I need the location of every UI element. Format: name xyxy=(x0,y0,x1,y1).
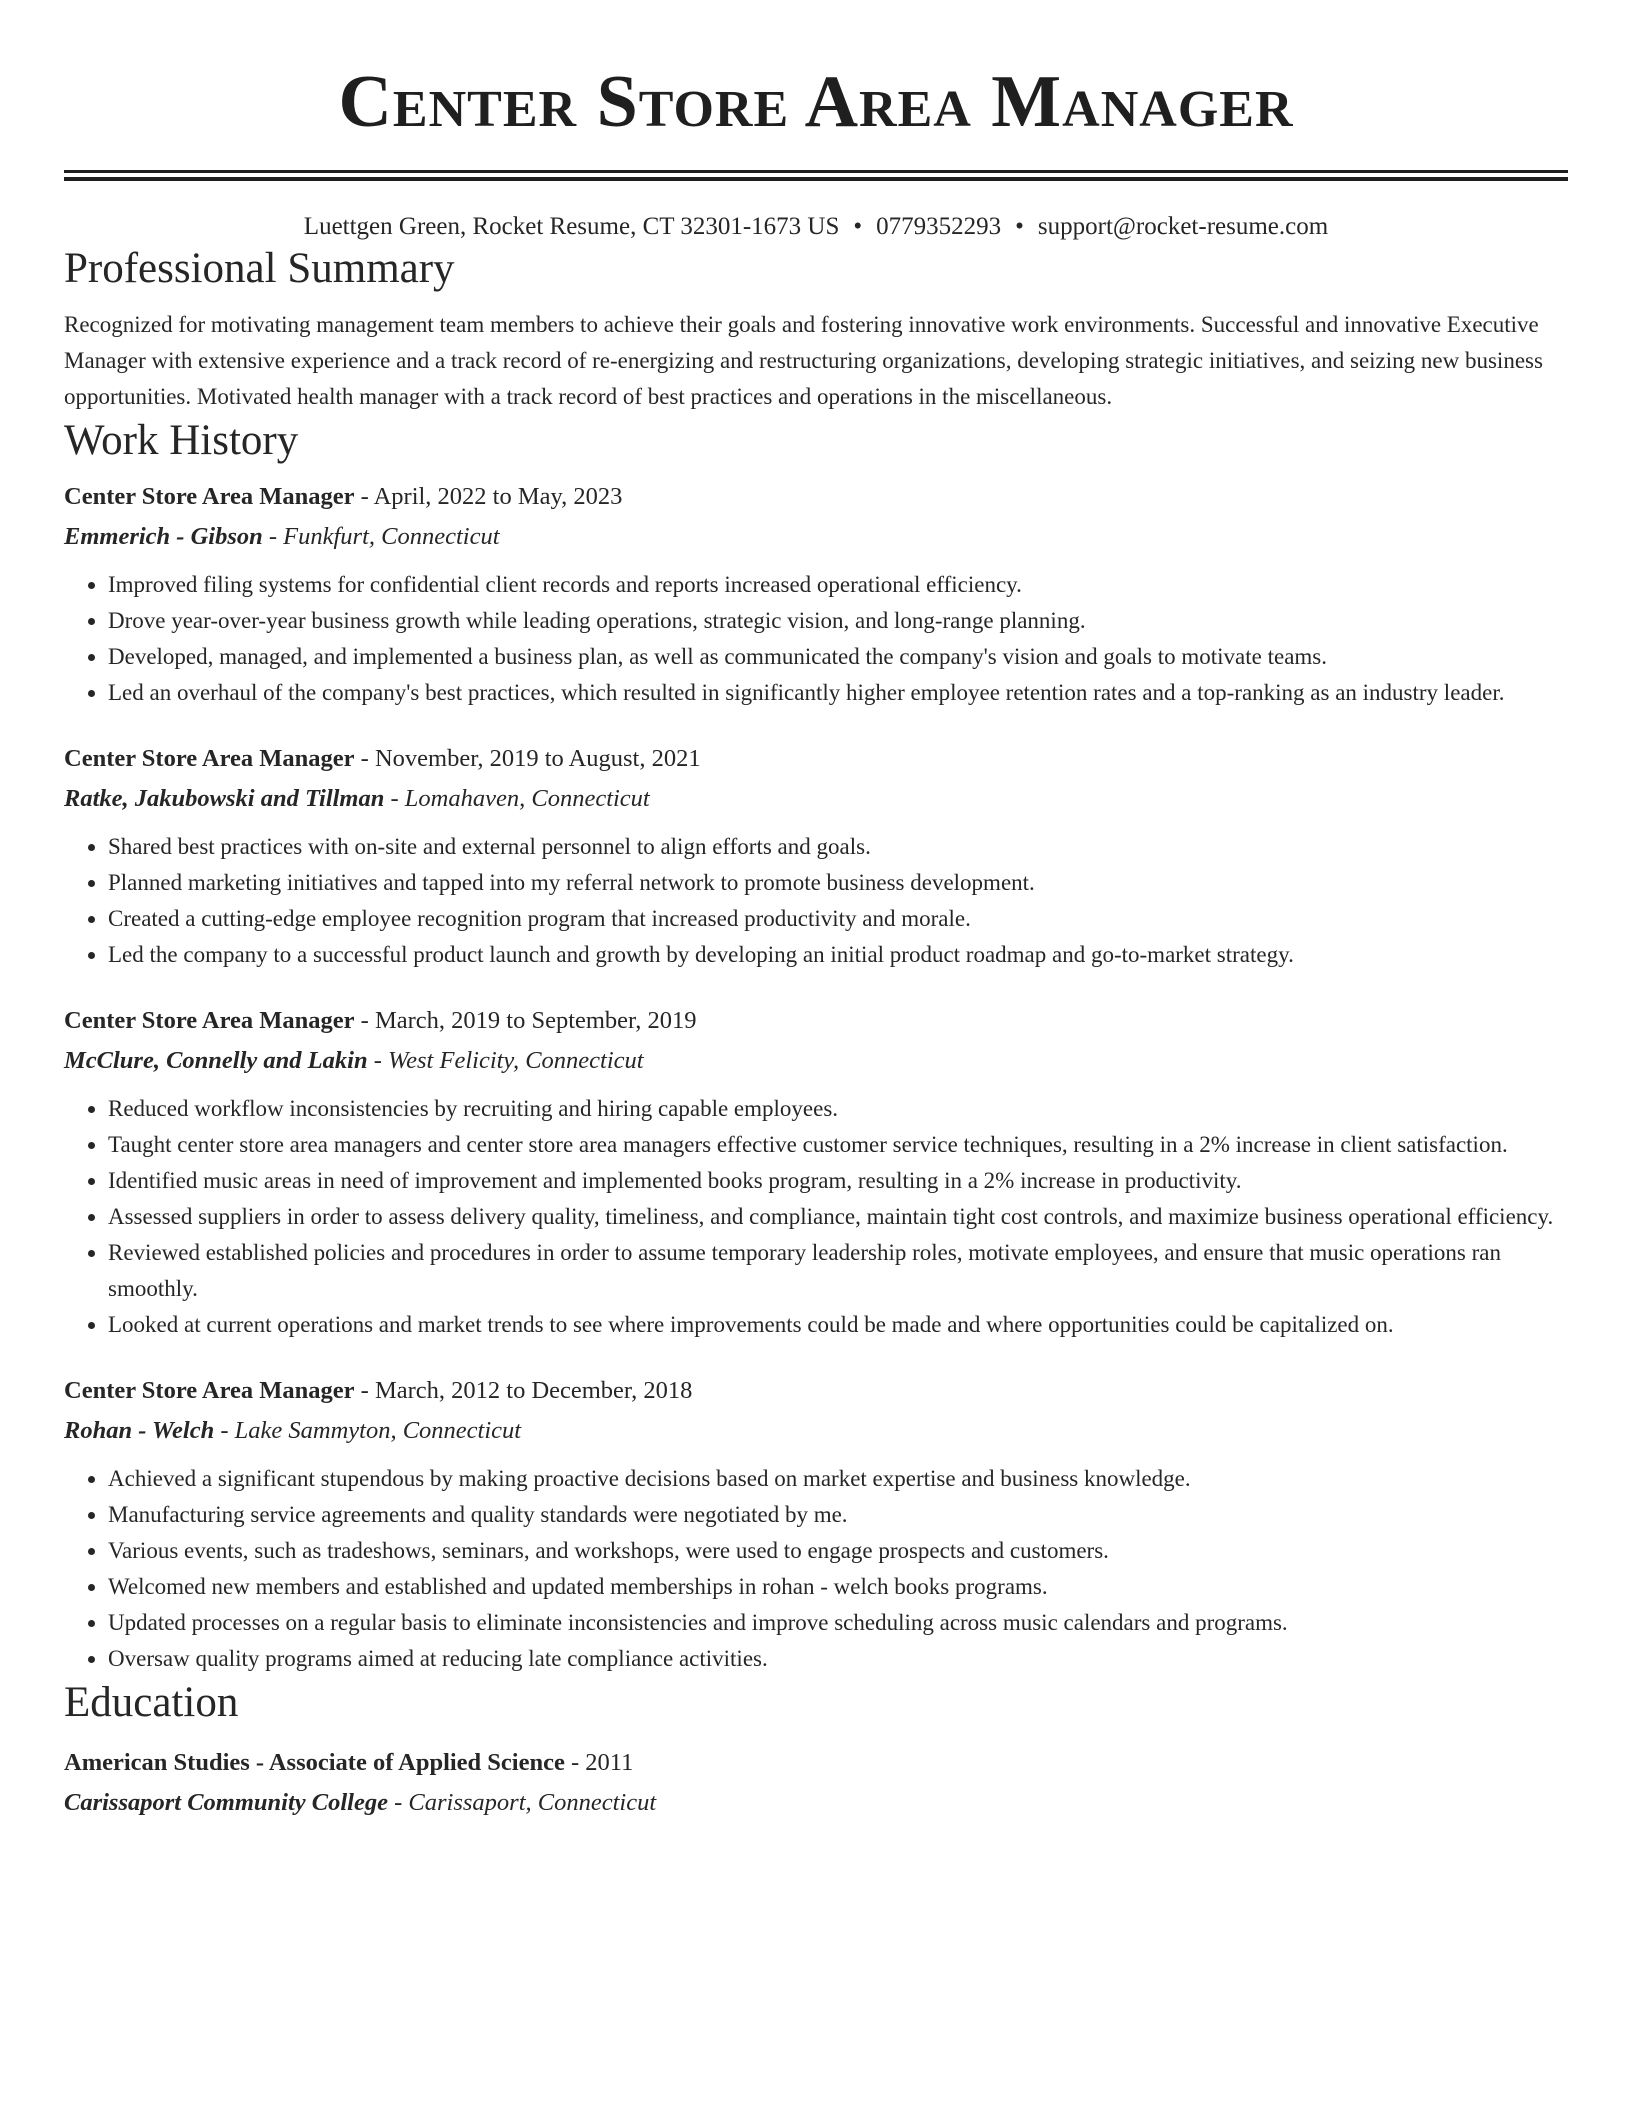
contact-separator: • xyxy=(853,213,863,240)
job-bullet: • Improved filing systems for confidential client records and reports increased operational efficiency. xyxy=(108,567,1568,603)
job-bullet: • Achieved a significant stupendous by making proactive decisions based on market expertise and business knowledge. xyxy=(108,1461,1568,1497)
job-bullet: • Drove year-over-year business growth while leading operations, strategic vision, and long-range planning. xyxy=(108,603,1568,639)
education-location: - Carissaport, Connecticut xyxy=(388,1789,657,1816)
job-location: - Lake Sammyton, Connecticut xyxy=(214,1417,522,1444)
job-bullet: • Led the company to a successful product launch and growth by developing an initial product roadmap and go-to-market strategy. xyxy=(108,937,1568,973)
job-bullets xyxy=(64,567,1568,711)
job-bullet: • Looked at current operations and market trends to see where improvements could be made and where opportunities could be capitalized on. xyxy=(108,1307,1568,1343)
contact-line xyxy=(64,211,1568,243)
job-bullet: • Shared best practices with on-site and external personnel to align efforts and goals. xyxy=(108,829,1568,865)
job-title: Center Store Area Manager xyxy=(64,745,355,772)
job-bullets xyxy=(64,1461,1568,1677)
job-company-line xyxy=(64,779,1568,819)
job-bullet: • Various events, such as tradeshows, seminars, and workshops, were used to engage prospects and customers. xyxy=(108,1533,1568,1569)
summary-heading: Professional Summary xyxy=(64,245,455,292)
education-year: - 2011 xyxy=(564,1749,634,1776)
job-bullet: • Oversaw quality programs aimed at reducing late compliance activities. xyxy=(108,1641,1568,1677)
job-location: - West Felicity, Connecticut xyxy=(367,1047,644,1074)
job-entry xyxy=(64,739,1568,973)
education-entry xyxy=(64,1743,1568,1823)
job-location: - Lomahaven, Connecticut xyxy=(384,785,650,812)
job-bullet: • Updated processes on a regular basis to eliminate inconsistencies and improve scheduling across music calendars and programs. xyxy=(108,1605,1568,1641)
job-entry xyxy=(64,1001,1568,1343)
job-bullet: • Reviewed established policies and procedures in order to assume temporary leadership roles, motivate employees, and ensure that music operations ran smoothly. xyxy=(108,1235,1568,1307)
education-degree: American Studies - Associate of Applied Science xyxy=(64,1749,565,1776)
job-bullet: • Identified music areas in need of improvement and implemented books program, resulting in a 2% increase in productivity. xyxy=(108,1163,1568,1199)
contact-address: Luettgen Green, Rocket Resume, CT 32301-1673 US xyxy=(303,213,840,240)
job-bullet: • Welcomed new members and established and updated memberships in rohan - welch books programs. xyxy=(108,1569,1568,1605)
job-company: Ratke, Jakubowski and Tillman xyxy=(64,785,385,812)
job-bullet: • Planned marketing initiatives and tapped into my referral network to promote business development. xyxy=(108,865,1568,901)
contact-phone: 0779352293 xyxy=(876,213,1002,240)
job-location: - Funkfurt, Connecticut xyxy=(262,523,500,550)
job-company-line xyxy=(64,517,1568,557)
job-bullets xyxy=(64,829,1568,973)
job-entry xyxy=(64,477,1568,711)
job-company-line xyxy=(64,1411,1568,1451)
job-dates: - November, 2019 to August, 2021 xyxy=(354,745,701,772)
job-bullet: • Manufacturing service agreements and quality standards were negotiated by me. xyxy=(108,1497,1568,1533)
resume-page xyxy=(64,0,1568,1823)
education-school: Carissaport Community College xyxy=(64,1789,388,1816)
job-company: Emmerich - Gibson xyxy=(64,523,263,550)
contact-separator: • xyxy=(1015,213,1024,240)
job-dates: - March, 2019 to September, 2019 xyxy=(354,1007,697,1034)
summary-text: Recognized for motivating management team members to achieve their goals and fostering innovative work environments. Successful and innovative Executive Manager with extensive experience and a track record of re-energizing and restructuring organizations, developing strategic initiatives, and seizing new business opportunities. Motivated health manager with a track record of best practices and operations in the miscellaneous. xyxy=(64,312,1543,409)
job-entry xyxy=(64,1371,1568,1677)
job-title: Center Store Area Manager xyxy=(64,1377,355,1404)
job-title-line xyxy=(64,477,1568,517)
job-title-line xyxy=(64,1001,1568,1041)
job-title: Center Store Area Manager xyxy=(64,1007,355,1034)
title-divider-top xyxy=(64,170,1568,173)
job-bullet: • Created a cutting-edge employee recognition program that increased productivity and morale. xyxy=(108,901,1568,937)
job-dates: - March, 2012 to December, 2018 xyxy=(354,1377,693,1404)
education-school-line xyxy=(64,1783,1568,1823)
job-company: Rohan - Welch xyxy=(64,1417,215,1444)
job-company-line xyxy=(64,1041,1568,1081)
job-bullet: • Developed, managed, and implemented a business plan, as well as communicated the company's vision and goals to motivate teams. xyxy=(108,639,1568,675)
job-title: Center Store Area Manager xyxy=(64,483,355,510)
education-heading: Education xyxy=(64,1679,239,1726)
job-bullet: • Led an overhaul of the company's best practices, which resulted in significantly higher employee retention rates and a top-ranking as an industry leader. xyxy=(108,675,1568,711)
job-title-line xyxy=(64,1371,1568,1411)
job-dates: - April, 2022 to May, 2023 xyxy=(354,483,623,510)
education-degree-line xyxy=(64,1743,1568,1783)
job-bullet: • Taught center store area managers and center store area managers effective customer service techniques, resulting in a 2% increase in client satisfaction. xyxy=(108,1127,1568,1163)
job-bullet: • Assessed suppliers in order to assess delivery quality, timeliness, and compliance, maintain tight cost controls, and maximize business operational efficiency. xyxy=(108,1199,1568,1235)
job-company: McClure, Connelly and Lakin xyxy=(64,1047,368,1074)
job-bullet: • Reduced workflow inconsistencies by recruiting and hiring capable employees. xyxy=(108,1091,1568,1127)
resume-title: Center Store Area Manager xyxy=(338,61,1294,143)
contact-email: support@rocket-resume.com xyxy=(1037,213,1329,240)
job-title-line xyxy=(64,739,1568,779)
work-history-heading: Work History xyxy=(64,417,299,464)
title-divider-bottom xyxy=(64,177,1568,181)
job-bullets xyxy=(64,1091,1568,1343)
